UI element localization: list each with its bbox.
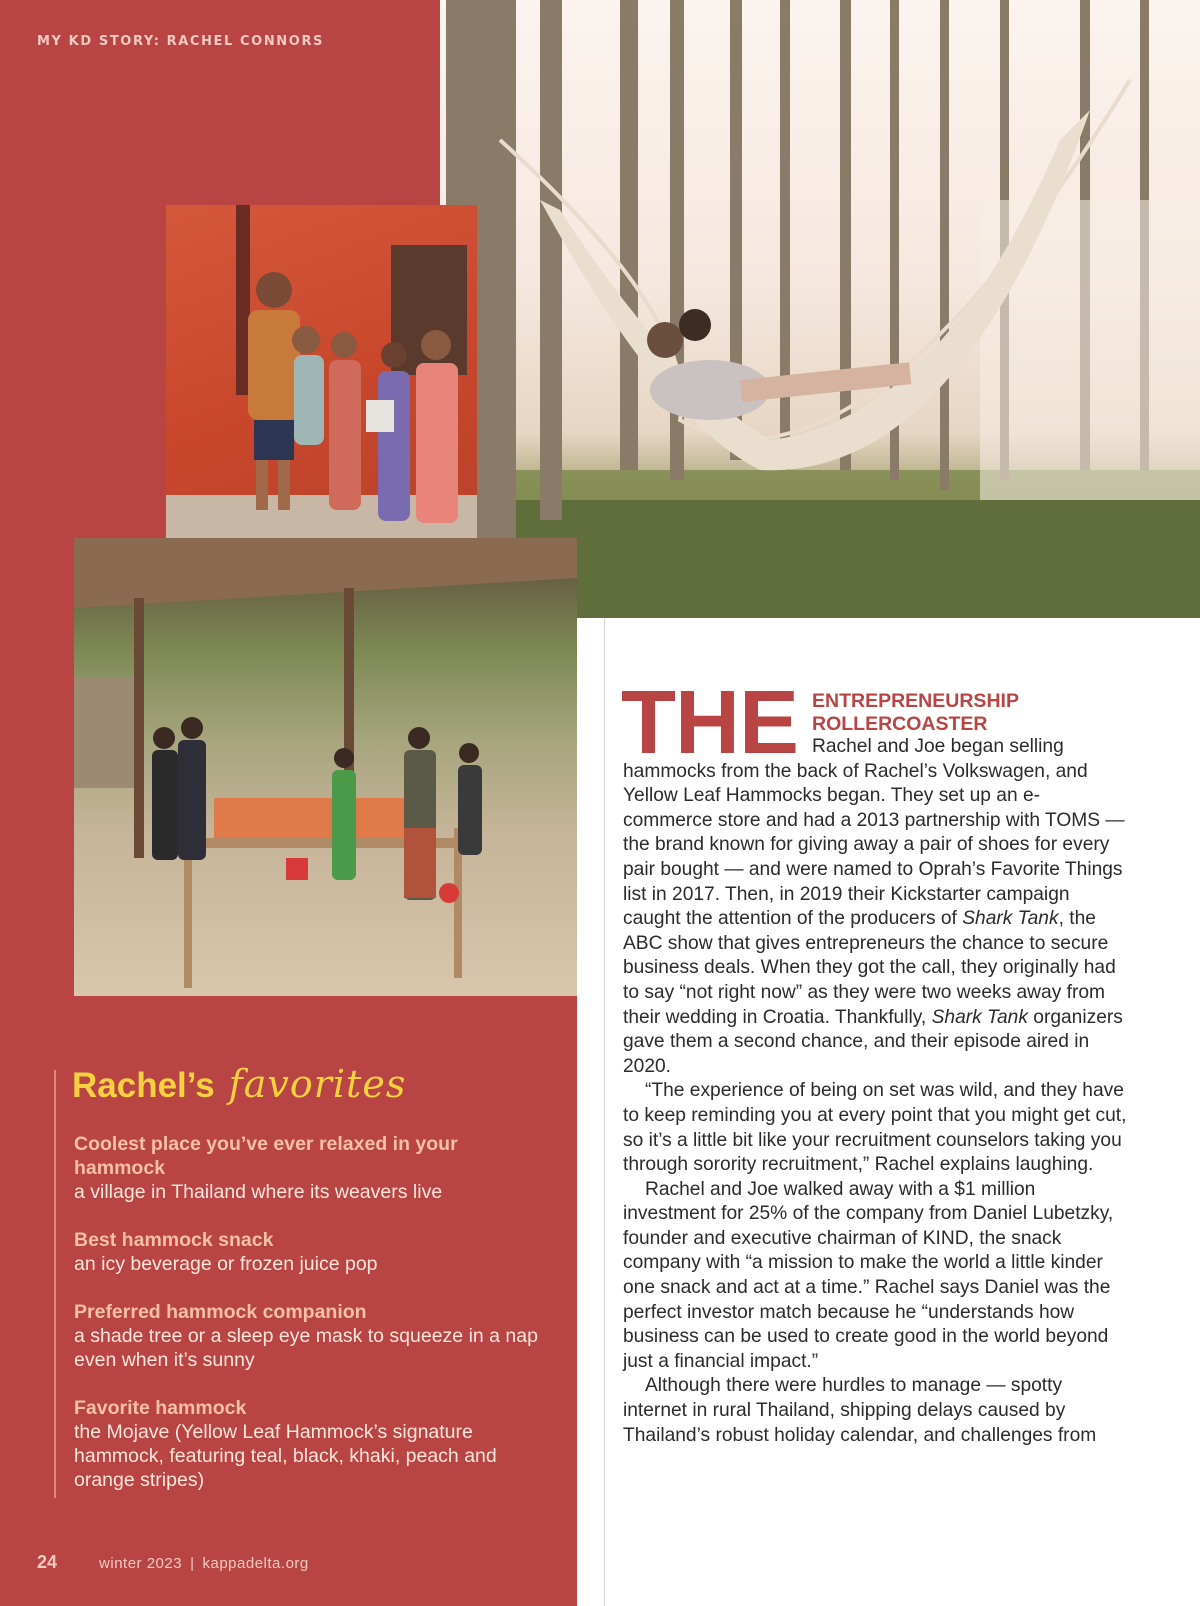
article-paragraph-2: “The experience of being on set was wild, and they have to keep reminding you at every point that you might get cut, so it’s a little bit like your recruitment counselors taking you through sorority recruitment,” Rachel explains laughing. [623, 1080, 1127, 1176]
favorites-accent-rule [54, 1070, 56, 1498]
issue-label: winter 2023 [99, 1555, 183, 1572]
favorites-title-main: Rachel’s [72, 1066, 215, 1105]
paragraph-text: organizers gave them a second chance, and their episode aired in 2020. [623, 1006, 1123, 1077]
website-link[interactable]: kappadelta.org [202, 1555, 309, 1572]
favorite-item [74, 1132, 544, 1204]
article-column-rule [604, 618, 605, 1606]
hammock-hero-photo [440, 0, 1200, 618]
favorites-list [74, 1132, 544, 1516]
article-body [621, 673, 1128, 1448]
headline-line-1: ENTREPRENEURSHIP [812, 690, 1019, 712]
favorite-answer: a village in Thailand where its weavers live [74, 1181, 443, 1203]
favorite-answer: a shade tree or a sleep eye mask to squeeze in a nap even when it’s sunny [74, 1325, 538, 1371]
article-paragraph-4: Although there were hurdles to manage — spotty internet in rural Thailand, shipping delays caused by Thailand’s robust holiday calendar, and challenges from [623, 1375, 1097, 1446]
paragraph-text: , the ABC show that gives entrepreneurs the chance to secure business deals. When they got the call, they originally had to say “not right now” as they were two weeks away from their wedding in Croatia. Thankfully, [623, 908, 1116, 1028]
paragraph-text: Rachel and Joe began selling hammocks from the back of Rachel’s Volkswagen, and Yellow Leaf Hammocks began. They set up an e-commerce store and had a 2013 partnership with TOMS — the brand known for giving away a pair of shoes for every pair bought — and were named to Oprah’s Favorite Things list in 2017. Then, in 2019 their Kickstarter campaign caught the attention of the producers of [623, 736, 1125, 930]
article-paragraph-1 [623, 735, 1128, 1079]
favorite-item [74, 1228, 544, 1276]
footer-separator: | [190, 1555, 195, 1572]
article-paragraph-3: Rachel and Joe walked away with a $1 million investment for 25% of the company from Daniel Lubetzky, founder and executive chairman of KIND, the snack company with “a mission to make the world a little kinder one snack and act at a time.” Rachel says Daniel was the perfect investor match because he “understands how business can be used to create good in the world beyond just a financial impact.” [623, 1178, 1114, 1372]
section-kicker: MY KD STORY: RACHEL CONNORS [37, 34, 325, 49]
favorite-question: Preferred hammock companion [74, 1301, 367, 1323]
favorite-question: Best hammock snack [74, 1229, 274, 1251]
favorite-answer: an icy beverage or frozen juice pop [74, 1253, 378, 1275]
favorite-question: Coolest place you’ve ever relaxed in your hammock [74, 1133, 458, 1179]
favorite-item [74, 1300, 544, 1372]
page-footer [37, 1552, 309, 1573]
favorites-title [72, 1062, 406, 1106]
favorite-item [74, 1396, 544, 1492]
weavers-group-photo [166, 205, 477, 538]
show-title: Shark Tank [931, 1006, 1028, 1028]
page-number: 24 [37, 1552, 58, 1572]
headline-line-2: ROLLERCOASTER [812, 712, 988, 735]
favorites-title-script: favorites [228, 1062, 407, 1106]
weaving-workshop-photo [74, 538, 577, 996]
favorite-question: Favorite hammock [74, 1397, 247, 1419]
favorite-answer: the Mojave (Yellow Leaf Hammock’s signature hammock, featuring teal, black, khaki, peach and orange stripes) [74, 1421, 497, 1491]
show-title: Shark Tank [962, 908, 1059, 930]
dropcap: THE [621, 673, 798, 773]
